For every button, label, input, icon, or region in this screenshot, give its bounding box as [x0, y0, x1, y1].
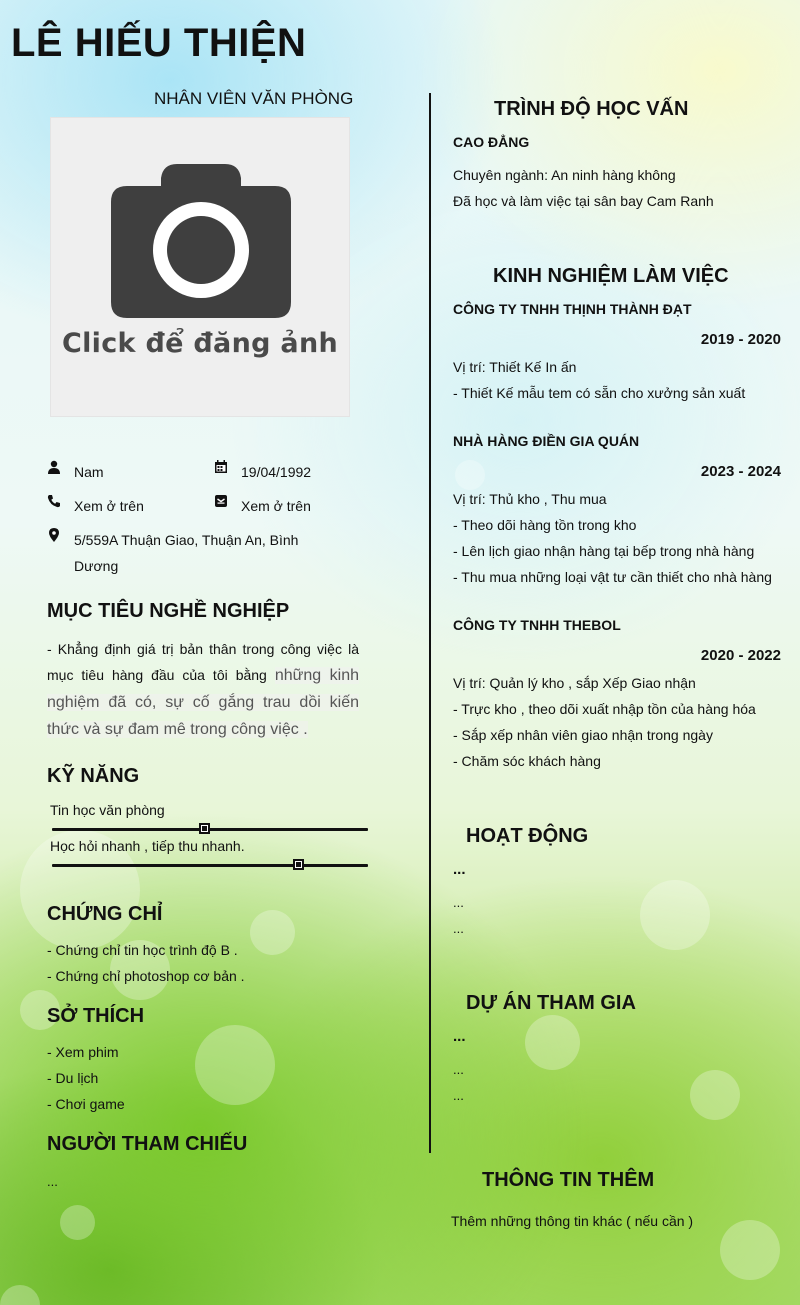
- hobbies-list: [47, 1039, 377, 1117]
- experience-title: KINH NGHIỆM LÀM VIỆC: [493, 265, 729, 287]
- envelope-icon: [214, 494, 228, 508]
- photo-upload[interactable]: [50, 117, 350, 417]
- skill-slider-handle[interactable]: [293, 859, 304, 870]
- job-period: 2023 - 2024: [700, 463, 781, 480]
- skill-label: Tin học văn phòng: [50, 802, 165, 818]
- objective-text-plain: - Khẳng định giá trị bản thân trong công việc là mục tiêu hàng đầu của tôi bằng: [47, 641, 359, 683]
- candidate-name: LÊ HIẾU THIỆN: [11, 21, 307, 65]
- job-details: [453, 354, 745, 406]
- job-details: [453, 486, 772, 590]
- calendar-icon: [214, 460, 228, 474]
- education-details: [453, 162, 714, 214]
- skill-slider-track[interactable]: [52, 828, 368, 831]
- hobbies-title: SỞ THÍCH: [47, 1005, 145, 1027]
- cv-page: [6, 5, 794, 1305]
- photo-upload-caption: Click để đăng ảnh: [62, 328, 338, 359]
- activities-list: [453, 890, 464, 942]
- project-item: ...: [453, 1062, 464, 1077]
- address-line-1: 5/559A Thuận Giao, Thuận An, Bình: [74, 532, 299, 548]
- address-line-2: Dương: [74, 558, 119, 574]
- job-period: 2020 - 2022: [700, 647, 781, 664]
- address-value: [74, 527, 298, 579]
- projects-title: DỰ ÁN THAM GIA: [466, 992, 636, 1014]
- activity-item: ...: [453, 895, 464, 910]
- education-line: Đã học và làm việc tại sân bay Cam Ranh: [453, 193, 714, 209]
- gender-value: Nam: [74, 464, 104, 480]
- job-line: Vị trí: Quản lý kho , sắp Xếp Giao nhận: [453, 675, 696, 691]
- job-line: - Thiết Kế mẫu tem có sẵn cho xưởng sản xuất: [453, 385, 746, 401]
- certificate-item: - Chứng chỉ tin học trình độ B .: [47, 942, 238, 958]
- job-details: [453, 670, 756, 774]
- hobby-item: - Du lịch: [47, 1070, 99, 1086]
- camera-icon: [111, 162, 291, 322]
- job-line: - Sắp xếp nhân viên giao nhận trong ngày: [453, 727, 713, 743]
- hobby-item: - Chơi game: [47, 1096, 125, 1112]
- job-line: - Thu mua những loại vật tư cần thiết cho nhà hàng: [453, 569, 772, 585]
- gender-row: [47, 459, 197, 485]
- certificate-item: - Chứng chỉ photoshop cơ bản .: [47, 968, 245, 984]
- references-title: NGƯỜI THAM CHIẾU: [47, 1133, 248, 1155]
- activities-title: HOẠT ĐỘNG: [466, 825, 589, 847]
- activity-item: ...: [453, 921, 464, 936]
- skill-slider-track[interactable]: [52, 864, 368, 867]
- phone-row: [47, 493, 197, 519]
- project-item: ...: [453, 1088, 464, 1103]
- projects-list: [453, 1057, 464, 1109]
- certificates-list: [47, 937, 377, 989]
- job-line: Vị trí: Thiết Kế In ấn: [453, 359, 577, 375]
- birthdate-value: 19/04/1992: [241, 464, 312, 480]
- address-row: [47, 527, 327, 579]
- skill-slider-handle[interactable]: [199, 823, 210, 834]
- activities-head: ...: [453, 861, 466, 878]
- extra-info-title: THÔNG TIN THÊM: [482, 1169, 655, 1191]
- email-row: [214, 493, 364, 519]
- phone-value: Xem ở trên: [74, 498, 144, 514]
- job-period: 2019 - 2020: [700, 331, 781, 348]
- job-company: CÔNG TY TNHH THEBOL: [453, 617, 621, 633]
- user-icon: [47, 460, 61, 474]
- job-line: - Theo dõi hàng tồn trong kho: [453, 517, 637, 533]
- education-title: TRÌNH ĐỘ HỌC VẤN: [494, 98, 689, 120]
- education-line: Chuyên ngành: An ninh hàng không: [453, 167, 676, 183]
- email-value: Xem ở trên: [241, 498, 311, 514]
- job-line: Vị trí: Thủ kho , Thu mua: [453, 491, 607, 507]
- job-title: NHÂN VIÊN VĂN PHÒNG: [154, 89, 354, 108]
- job-line: - Trực kho , theo dõi xuất nhập tồn của hàng hóa: [453, 701, 756, 717]
- projects-head: ...: [453, 1028, 466, 1045]
- certificates-title: CHỨNG CHỈ: [47, 903, 163, 925]
- job-company: CÔNG TY TNHH THỊNH THÀNH ĐẠT: [453, 301, 692, 317]
- job-line: - Lên lịch giao nhận hàng tại bếp trong nhà hàng: [453, 543, 755, 559]
- objective-text: [47, 636, 359, 743]
- skill-label: Học hỏi nhanh , tiếp thu nhanh.: [50, 838, 245, 854]
- birthdate-row: [214, 459, 364, 485]
- objective-title: MỤC TIÊU NGHỀ NGHIỆP: [47, 600, 290, 622]
- column-divider: [429, 93, 431, 1153]
- hobby-item: - Xem phim: [47, 1044, 119, 1060]
- phone-icon: [47, 494, 61, 508]
- skills-title: KỸ NĂNG: [47, 765, 140, 787]
- objective-text-highlight: những kinh nghiệm đã có, sự cố gắng trau dồi kiến thức và sự đam mê trong công việc .: [47, 667, 359, 738]
- job-line: - Chăm sóc khách hàng: [453, 753, 601, 769]
- extra-info-text: Thêm những thông tin khác ( nếu cần ): [451, 1213, 694, 1229]
- references-text: ...: [47, 1174, 58, 1189]
- job-company: NHÀ HÀNG ĐIỀN GIA QUÁN: [453, 433, 640, 449]
- map-marker-icon: [47, 528, 61, 542]
- education-level: CAO ĐẲNG: [453, 134, 530, 150]
